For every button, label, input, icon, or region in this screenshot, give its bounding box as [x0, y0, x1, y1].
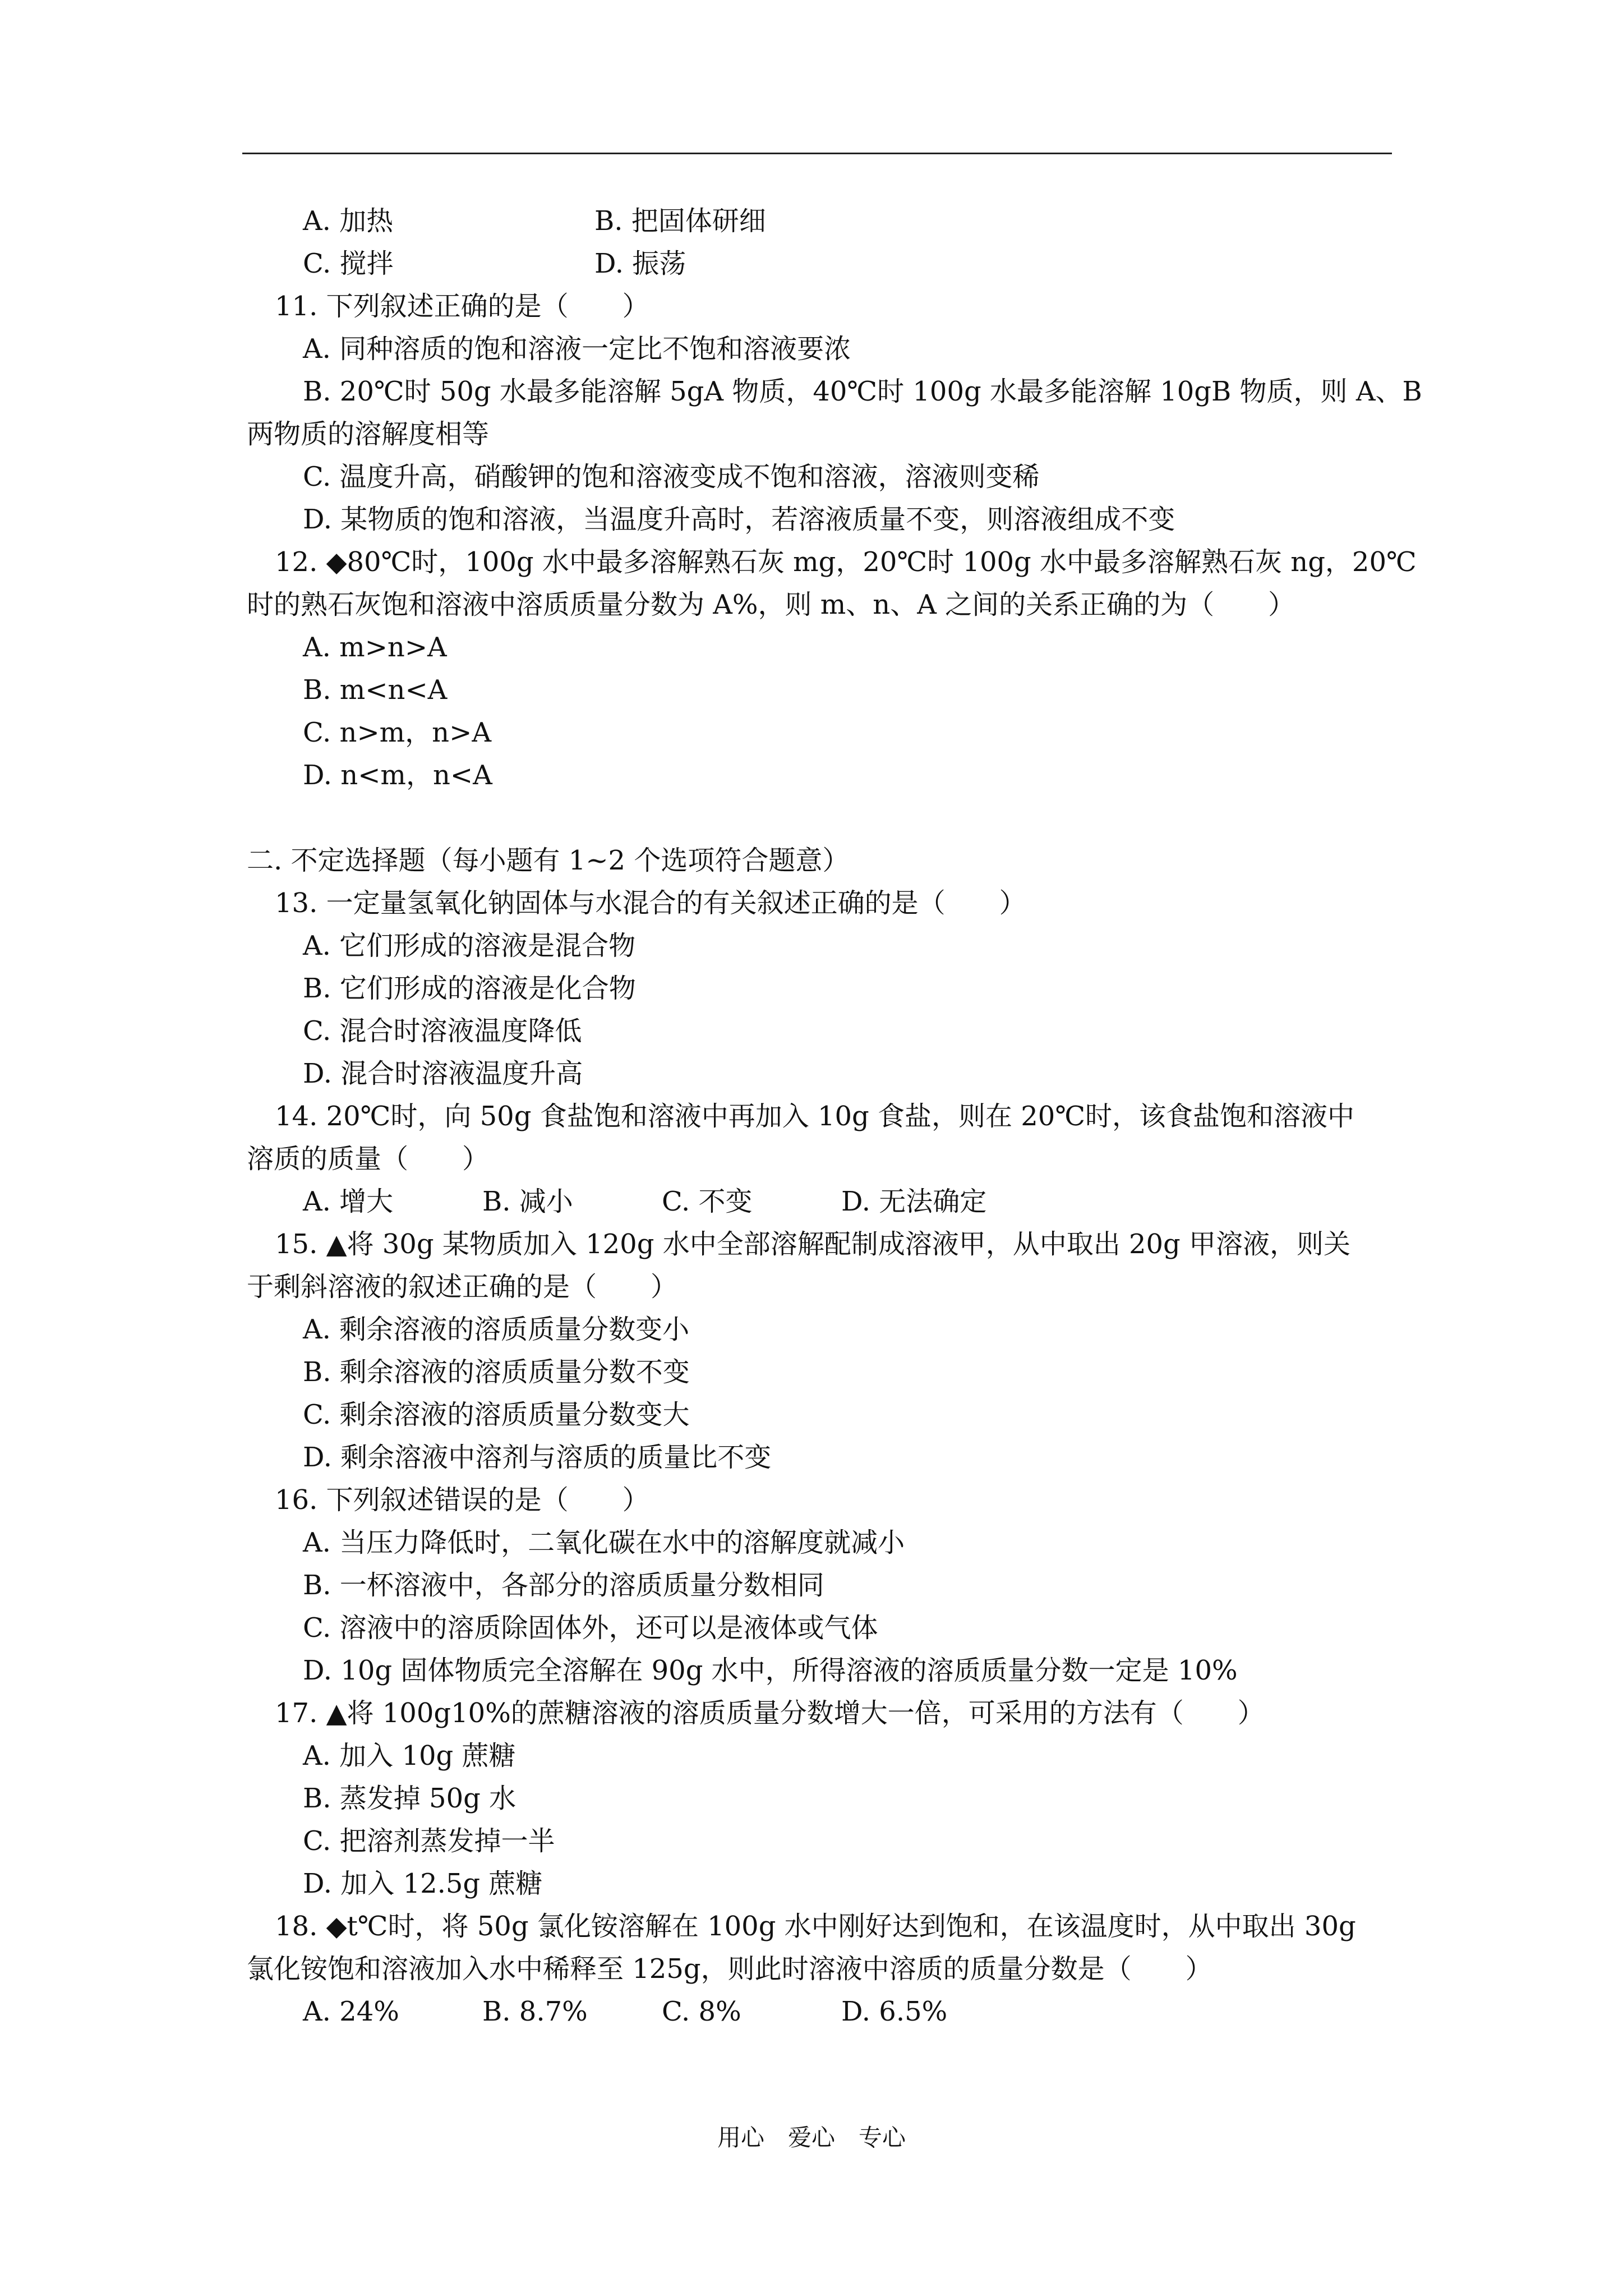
q17-stem: 17. ▲将 100g10%的蔗糖溶液的溶质质量分数增大一倍，可采用的方法有（ ）	[275, 1697, 1265, 1729]
q15-option-a: A. 剩余溶液的溶质质量分数变小	[303, 1314, 690, 1345]
q10-option-a: A. 加热	[303, 205, 394, 237]
q12-option-c: C. n>m，n>A	[303, 717, 491, 748]
q13-option-b: B. 它们形成的溶液是化合物	[303, 973, 636, 1004]
q12-option-a: A. m>n>A	[303, 632, 447, 663]
q10-option-d: D. 振荡	[594, 248, 686, 279]
q11-option-b: B. 20℃时 50g 水最多能溶解 5gA 物质，40℃时 100g 水最多能溶解 10gB 物质，则 A、B	[303, 376, 1422, 407]
q15-option-d: D. 剩余溶液中溶剂与溶质的质量比不变	[303, 1442, 772, 1473]
q16-option-a: A. 当压力降低时，二氧化碳在水中的溶解度就减小	[303, 1527, 905, 1558]
header-rule	[242, 153, 1392, 154]
q10-option-b: B. 把固体研细	[594, 205, 766, 237]
q10-options-row-1	[247, 200, 1391, 242]
spacer	[247, 797, 1391, 839]
q10-options-row-2	[247, 242, 1391, 285]
q14-option-d: D. 无法确定	[841, 1186, 987, 1217]
q14-stem: 14. 20℃时，向 50g 食盐饱和溶液中再加入 10g 食盐，则在 20℃时，该食盐饱和溶液中	[275, 1101, 1355, 1132]
q16-option-b: B. 一杯溶液中，各部分的溶质质量分数相同	[303, 1570, 824, 1601]
q13-option-c: C. 混合时溶液温度降低	[303, 1015, 582, 1047]
q12-stem: 12. ◆80℃时，100g 水中最多溶解熟石灰 mg，20℃时 100g 水中最多溶解熟石灰 ng，20℃	[275, 546, 1417, 578]
q14-stem-continued: 溶质的质量（ ）	[247, 1143, 490, 1175]
q11-option-c: C. 温度升高，硝酸钾的饱和溶液变成不饱和溶液，溶液则变稀	[303, 461, 1040, 493]
q14-options-row	[247, 1180, 1391, 1223]
q18-option-b: B. 8.7%	[482, 1996, 588, 2027]
q10-option-c: C. 搅拌	[303, 248, 394, 279]
q13-option-a: A. 它们形成的溶液是混合物	[303, 930, 636, 961]
question-content	[247, 200, 1422, 2033]
q14-option-a: A. 增大	[303, 1186, 394, 1217]
q16-stem: 16. 下列叙述错误的是（ ）	[275, 1484, 649, 1516]
q14-option-b: B. 减小	[482, 1186, 573, 1217]
q12-option-d: D. n<m，n<A	[303, 760, 492, 791]
q17-option-c: C. 把溶剂蒸发掉一半	[303, 1825, 555, 1857]
q18-option-c: C. 8%	[662, 1996, 741, 2027]
q12-stem-continued: 时的熟石灰饱和溶液中溶质质量分数为 A%，则 m、n、A 之间的关系正确的为（ ）	[247, 589, 1295, 620]
q13-option-d: D. 混合时溶液温度升高	[303, 1058, 583, 1089]
q18-stem: 18. ◆t℃时，将 50g 氯化铵溶解在 100g 水中刚好达到饱和，在该温度时，从中取出 30g	[275, 1911, 1356, 1942]
q13-stem: 13. 一定量氢氧化钠固体与水混合的有关叙述正确的是（ ）	[275, 887, 1026, 919]
q11-option-d: D. 某物质的饱和溶液，当温度升高时，若溶液质量不变，则溶液组成不变	[303, 504, 1175, 535]
q15-option-c: C. 剩余溶液的溶质质量分数变大	[303, 1399, 690, 1430]
q11-option-b-continued: 两物质的溶解度相等	[247, 418, 490, 450]
q18-options-row	[247, 1990, 1391, 2033]
q12-option-b: B. m<n<A	[303, 674, 448, 706]
q15-option-b: B. 剩余溶液的溶质质量分数不变	[303, 1356, 690, 1388]
q11-stem: 11. 下列叙述正确的是（ ）	[275, 291, 649, 322]
section-heading: 二. 不定选择题（每小题有 1~2 个选项符合题意）	[247, 845, 850, 876]
q17-option-a: A. 加入 10g 蔗糖	[303, 1740, 516, 1772]
q11-option-a: A. 同种溶质的饱和溶液一定比不饱和溶液要浓	[303, 333, 851, 365]
q15-stem: 15. ▲将 30g 某物质加入 120g 水中全部溶解配制成溶液甲，从中取出 20g 甲溶液，则关	[275, 1228, 1351, 1260]
q15-stem-continued: 于剩斜溶液的叙述正确的是（ ）	[247, 1271, 678, 1303]
page-footer: 用心 爱心 专心	[717, 2124, 906, 2151]
q17-option-b: B. 蒸发掉 50g 水	[303, 1783, 517, 1814]
q14-option-c: C. 不变	[662, 1186, 753, 1217]
q16-option-d: D. 10g 固体物质完全溶解在 90g 水中，所得溶液的溶质质量分数一定是 10%	[303, 1655, 1238, 1686]
q16-option-c: C. 溶液中的溶质除固体外，还可以是液体或气体	[303, 1612, 878, 1644]
q17-option-d: D. 加入 12.5g 蔗糖	[303, 1868, 543, 1899]
q18-option-a: A. 24%	[303, 1996, 399, 2027]
q18-option-d: D. 6.5%	[841, 1996, 948, 2027]
q18-stem-continued: 氯化铵饱和溶液加入水中稀释至 125g，则此时溶液中溶质的质量分数是（ ）	[247, 1953, 1212, 1985]
